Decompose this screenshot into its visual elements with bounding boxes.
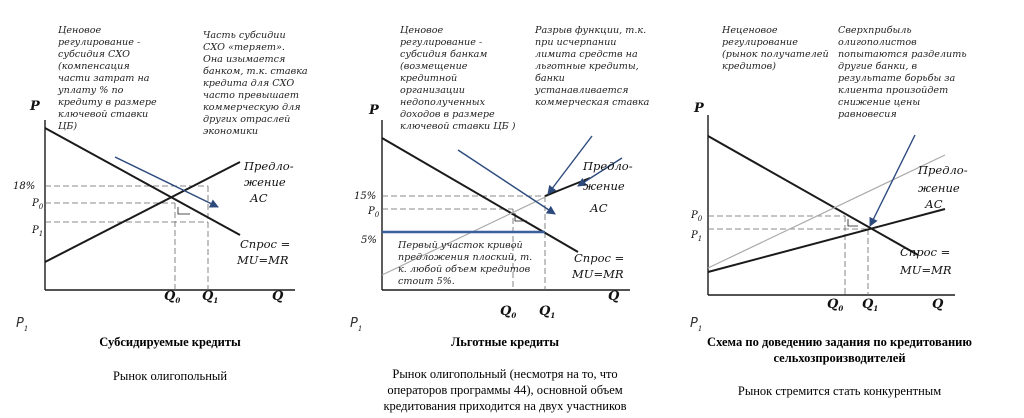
p0-tick-label: $P_0$ bbox=[368, 206, 380, 219]
price-axis-label: P bbox=[30, 99, 40, 114]
step-mark bbox=[178, 207, 190, 214]
supply-label: Предло- жение АС bbox=[244, 159, 294, 205]
description-line: операторов программы 44), основной объем bbox=[387, 383, 623, 397]
annotation-nonprice-regulation: Неценовое регулирование (рынок получателей кредитов) bbox=[722, 25, 829, 72]
panel-3-description bbox=[672, 383, 1007, 399]
panel-2-description bbox=[345, 366, 665, 414]
quantity-axis-label: Q bbox=[932, 297, 944, 312]
supply-label: Предло- жение АС bbox=[918, 163, 968, 211]
bottom-p1-label: $P_1$ bbox=[16, 316, 29, 333]
p1-tick-label: $P_1$ bbox=[32, 225, 44, 238]
price-axis-label: P bbox=[369, 103, 379, 118]
bottom-p1-label: $P_1$ bbox=[350, 316, 363, 333]
panel-3-title: Схема по доведению задания по кредитованию сельхозпроизводителей bbox=[707, 335, 972, 365]
panel-subsidized-credits bbox=[13, 25, 311, 333]
q0-tick-label: $Q_0$ bbox=[164, 289, 181, 305]
price-axis-label: P bbox=[694, 101, 704, 116]
panel-2-title: Льготные кредиты bbox=[450, 335, 560, 349]
panel-credit-target-scheme bbox=[690, 25, 971, 333]
demand-curve bbox=[45, 128, 240, 235]
q1-tick-label: $Q_1$ bbox=[862, 297, 879, 313]
demand-label: Спрос = MU=MR bbox=[237, 237, 291, 267]
flat-segment-note: Первый участок кривой предложения плоский, т. к. любой объем кредитов стоит 5%. bbox=[398, 240, 533, 287]
bottom-p1-label: $P_1$ bbox=[690, 316, 703, 333]
q1-tick-label: $Q_1$ bbox=[202, 289, 219, 305]
p0-tick-label: $P_0$ bbox=[691, 210, 703, 223]
rate-tick-label: 15% bbox=[354, 191, 377, 202]
p1-tick-label: $P_1$ bbox=[691, 230, 703, 243]
supply-label: Предло- жение АС bbox=[583, 159, 633, 215]
rate-tick-label: 18% bbox=[13, 181, 36, 192]
description-line: Рынок олигопольный bbox=[112, 369, 228, 383]
annotation-price-regulation-subsidy: Ценовое регулирование - субсидия СХО (компенсация части затрат на уплату % по кредиту в размере ключевой ставки ЦБ) bbox=[58, 25, 157, 132]
annotation-arrow bbox=[458, 150, 555, 214]
q0-tick-label: $Q_0$ bbox=[500, 304, 517, 320]
description-line: Рынок олигопольный (несмотря на то, что bbox=[392, 367, 618, 381]
q0-tick-label: $Q_0$ bbox=[827, 297, 844, 313]
description-line: Рынок стремится стать конкурентным bbox=[737, 384, 942, 398]
panel-1-description bbox=[40, 368, 300, 384]
demand-label: Спрос = MU=MR bbox=[572, 251, 625, 281]
low-rate-tick-label: 5% bbox=[361, 235, 377, 246]
p0-tick-label: $P_0$ bbox=[32, 198, 44, 211]
supply-curve bbox=[45, 162, 240, 262]
annotation-function-gap: Разрыв функции, т.к. при исчерпании лимита средств на льготные кредиты, банки устанавливается коммерческая ставка bbox=[535, 25, 650, 108]
annotation-subsidy-loss: Часть субсидии СХО «теряет». Она изымается банком, т.к. ставка кредита для СХО часто превышает коммерческую для других отраслей экономики bbox=[203, 30, 308, 137]
panel-1-title: Субсидируемые кредиты bbox=[99, 335, 241, 349]
demand-label: Спрос = MU=MR bbox=[900, 245, 952, 277]
quantity-axis-label: Q bbox=[272, 289, 284, 304]
quantity-axis-label: Q bbox=[608, 289, 620, 304]
demand-curve bbox=[708, 136, 918, 255]
description-line: кредитования приходится на двух участников bbox=[383, 399, 627, 413]
annotation-bank-subsidy: Ценовое регулирование - субсидия банкам (возмещение кредитной организации недополученных доходов в размере ключевой ставки ЦБ ) bbox=[400, 25, 516, 132]
q1-tick-label: $Q_1$ bbox=[539, 304, 556, 320]
annotation-oligopoly-profit: Сверхприбыль олигополистов попытаются разделить другие банки, в результате борьбы за клиента произойдет снижение цены равновесия bbox=[838, 25, 967, 120]
panel-preferential-credits bbox=[350, 25, 650, 333]
annotation-arrow bbox=[870, 135, 915, 226]
